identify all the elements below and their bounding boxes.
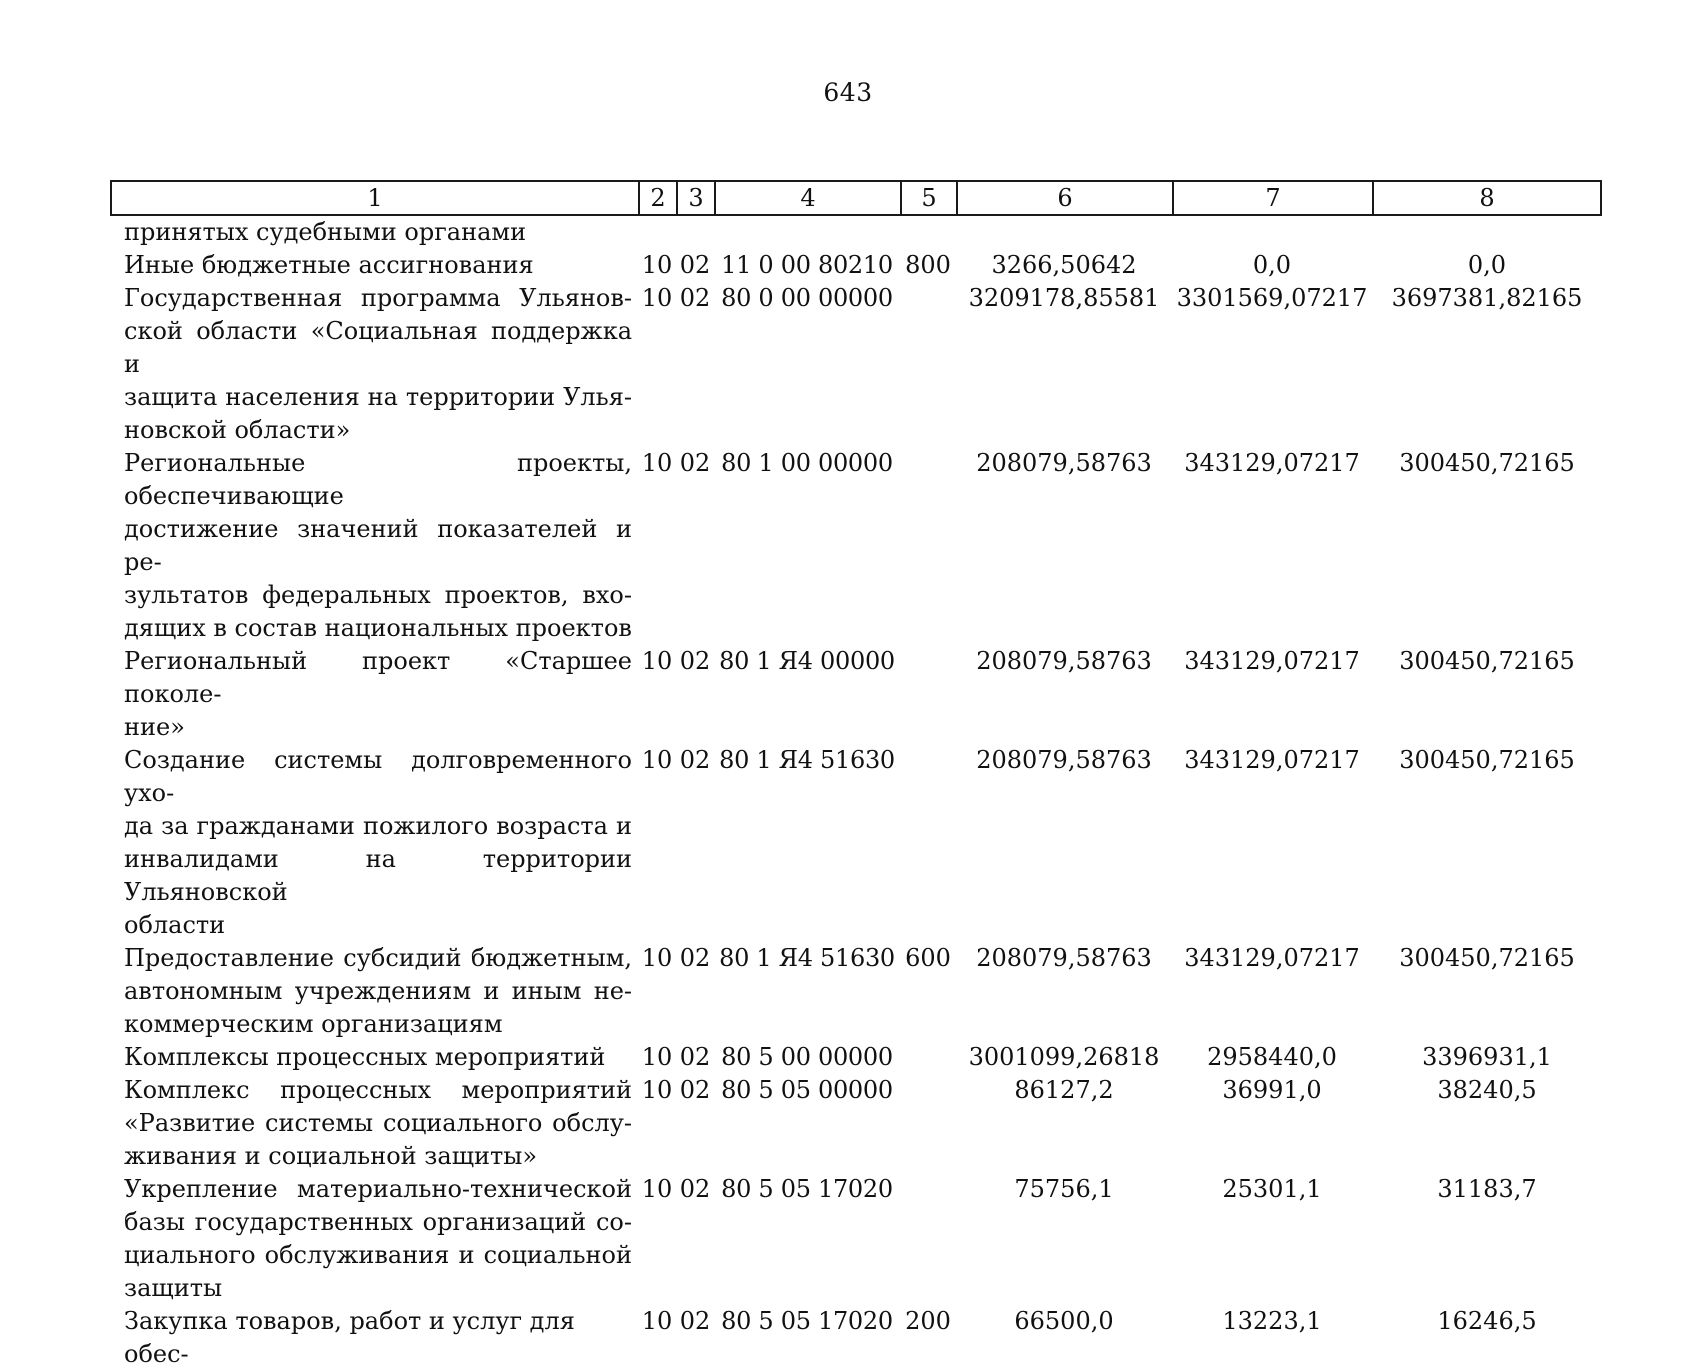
section-code — [638, 216, 676, 249]
row-description — [110, 645, 638, 744]
description-line: Предоставление субсидий бюджетным, — [124, 944, 632, 972]
amount-col-6: 208079,58763 — [976, 449, 1152, 477]
amount-col-7: 3301569,07217 — [1176, 284, 1368, 312]
row-description — [110, 249, 638, 282]
header-col-3: 3 — [678, 182, 716, 214]
subsection-code: 02 — [679, 284, 711, 312]
amount-col-6: 3209178,85581 — [968, 284, 1160, 312]
subsection-code: 02 — [679, 1307, 711, 1335]
amount-col-7 — [1172, 216, 1372, 249]
description-line: коммерческим организациям — [124, 1010, 503, 1038]
expense-type-code: 200 — [905, 1307, 951, 1335]
page-number: 643 — [823, 78, 873, 107]
row-description — [110, 744, 638, 942]
target-article-code: 80 1 Я4 00000 — [719, 647, 895, 675]
expense-type-code — [900, 1041, 956, 1074]
table-row — [110, 1041, 1602, 1074]
description-line: циального обслуживания и социальной — [124, 1241, 632, 1269]
section-code: 10 — [641, 284, 673, 312]
section-code: 10 — [641, 746, 673, 774]
section-code: 10 — [641, 1076, 673, 1104]
row-description — [110, 282, 638, 447]
expense-type-code — [900, 282, 956, 447]
amount-col-7: 0,0 — [1252, 251, 1292, 279]
table-row — [110, 744, 1602, 942]
subsection-code: 02 — [679, 449, 711, 477]
amount-col-6 — [956, 216, 1172, 249]
expense-type-code — [900, 216, 956, 249]
subsection-code — [676, 216, 714, 249]
amount-col-6: 208079,58763 — [976, 944, 1152, 972]
description-line: области — [124, 911, 226, 939]
description-line: защита населения на территории Улья- — [124, 383, 632, 411]
target-article-code: 11 0 00 80210 — [721, 251, 893, 279]
table-row — [110, 282, 1602, 447]
table-row — [110, 249, 1602, 282]
description-line: автономным учреждениям и иным не- — [124, 977, 632, 1005]
expense-type-code: 600 — [905, 944, 951, 972]
section-code: 10 — [641, 449, 673, 477]
description-line: «Развитие системы социального обслу- — [124, 1109, 632, 1137]
description-line: базы государственных организаций со- — [124, 1208, 632, 1236]
description-line: Укрепление материально-технической — [124, 1175, 632, 1203]
amount-col-7: 25301,1 — [1222, 1175, 1322, 1203]
amount-col-6: 3001099,26818 — [968, 1043, 1160, 1071]
target-article-code: 80 0 00 00000 — [721, 284, 893, 312]
header-col-8: 8 — [1479, 184, 1495, 212]
description-line: Региональные проекты, обеспечивающие — [124, 449, 632, 510]
amount-col-8: 3396931,1 — [1422, 1043, 1552, 1071]
description-line: инвалидами на территории Ульяновской — [124, 845, 632, 906]
subsection-code: 02 — [679, 251, 711, 279]
amount-col-6: 86127,2 — [1014, 1076, 1114, 1104]
subsection-code: 02 — [679, 1175, 711, 1203]
row-description — [110, 216, 638, 249]
description-line: Иные бюджетные ассигнования — [124, 251, 534, 279]
target-article-code: 80 1 Я4 51630 — [719, 746, 895, 774]
table-row — [110, 1074, 1602, 1173]
description-line: зультатов федеральных проектов, вхо- — [124, 581, 632, 609]
description-line: Закупка товаров, работ и услуг для обес- — [124, 1307, 575, 1368]
amount-col-7: 13223,1 — [1222, 1307, 1322, 1335]
description-line: новской области» — [124, 416, 351, 444]
description-line: принятых судебными органами — [124, 218, 527, 246]
amount-col-8: 31183,7 — [1437, 1175, 1537, 1203]
section-code: 10 — [641, 647, 673, 675]
description-line: защиты — [124, 1274, 223, 1302]
table-row — [110, 1173, 1602, 1305]
amount-col-7: 343129,07217 — [1184, 746, 1360, 774]
section-code: 10 — [641, 251, 673, 279]
section-code: 10 — [641, 1307, 673, 1335]
table-row — [110, 645, 1602, 744]
header-col-7: 7 — [1174, 182, 1374, 214]
expense-type-code — [900, 1074, 956, 1173]
table-row — [110, 942, 1602, 1041]
section-code: 10 — [641, 1175, 673, 1203]
amount-col-7: 343129,07217 — [1184, 449, 1360, 477]
row-description — [110, 1074, 638, 1173]
table-row — [110, 216, 1602, 249]
amount-col-8: 300450,72165 — [1399, 746, 1575, 774]
target-article-code: 80 5 00 00000 — [721, 1043, 893, 1071]
table-row — [110, 1305, 1602, 1371]
description-line: Региональный проект «Старшее поколе- — [124, 647, 632, 708]
section-code: 10 — [641, 944, 673, 972]
amount-col-7: 343129,07217 — [1184, 944, 1360, 972]
header-col-2: 2 — [640, 182, 678, 214]
amount-col-8 — [1372, 216, 1602, 249]
target-article-code: 80 5 05 00000 — [721, 1076, 893, 1104]
expense-type-code: 800 — [905, 251, 951, 279]
subsection-code: 02 — [679, 746, 711, 774]
table-body — [110, 216, 1602, 1371]
row-description — [110, 1041, 638, 1074]
amount-col-8: 38240,5 — [1437, 1076, 1537, 1104]
section-code: 10 — [641, 1043, 673, 1071]
amount-col-6: 208079,58763 — [976, 746, 1152, 774]
target-article-code: 80 1 Я4 51630 — [719, 944, 895, 972]
amount-col-7: 36991,0 — [1222, 1076, 1322, 1104]
header-col-6: 6 — [958, 182, 1174, 214]
target-article-code: 80 5 05 17020 — [721, 1307, 893, 1335]
description-line: ской области «Социальная поддержка и — [124, 317, 632, 378]
row-description — [110, 1173, 638, 1305]
table-header — [110, 180, 1602, 216]
description-line: ние» — [124, 713, 185, 741]
amount-col-8: 16246,5 — [1437, 1307, 1537, 1335]
expense-type-code — [900, 744, 956, 942]
subsection-code: 02 — [679, 944, 711, 972]
row-description — [110, 942, 638, 1041]
amount-col-8: 300450,72165 — [1399, 449, 1575, 477]
description-line: Государственная программа Ульянов- — [124, 284, 632, 312]
description-line: Комплексы процессных мероприятий — [124, 1043, 606, 1071]
amount-col-8: 300450,72165 — [1399, 647, 1575, 675]
description-line: дящих в состав национальных проектов — [124, 614, 632, 642]
amount-col-7: 2958440,0 — [1207, 1043, 1337, 1071]
target-article-code: 80 5 05 17020 — [721, 1175, 893, 1203]
amount-col-7: 343129,07217 — [1184, 647, 1360, 675]
amount-col-8: 3697381,82165 — [1391, 284, 1583, 312]
subsection-code: 02 — [679, 1043, 711, 1071]
row-description — [110, 1305, 638, 1371]
header-col-4: 4 — [716, 182, 902, 214]
description-line: да за гражданами пожилого возраста и — [124, 812, 632, 840]
amount-col-6: 66500,0 — [1014, 1307, 1114, 1335]
target-article-code — [714, 216, 900, 249]
description-line: Создание системы долговременного ухо- — [124, 746, 632, 807]
expense-type-code — [900, 447, 956, 645]
description-line: достижение значений показателей и ре- — [124, 515, 632, 576]
header-col-5: 5 — [902, 182, 958, 214]
subsection-code: 02 — [679, 1076, 711, 1104]
amount-col-6: 3266,50642 — [991, 251, 1137, 279]
description-line: живания и социальной защиты» — [124, 1142, 538, 1170]
expense-type-code — [900, 645, 956, 744]
amount-col-6: 208079,58763 — [976, 647, 1152, 675]
expense-type-code — [900, 1173, 956, 1305]
amount-col-6: 75756,1 — [1014, 1175, 1114, 1203]
subsection-code: 02 — [679, 647, 711, 675]
amount-col-8: 0,0 — [1467, 251, 1507, 279]
target-article-code: 80 1 00 00000 — [721, 449, 893, 477]
row-description — [110, 447, 638, 645]
table-row — [110, 447, 1602, 645]
description-line: Комплекс процессных мероприятий — [124, 1076, 632, 1104]
header-col-1: 1 — [112, 182, 640, 214]
amount-col-8: 300450,72165 — [1399, 944, 1575, 972]
